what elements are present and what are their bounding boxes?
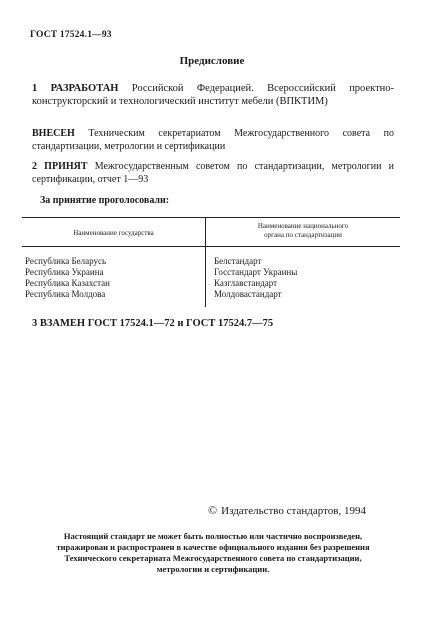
copyright-line [208,503,366,518]
table-states-column [25,256,110,300]
notice-line: Технического секретариата Межгосударственного совета по стандартизации, [64,553,362,563]
adopted-lead: 2 ПРИНЯТ [32,161,88,172]
table-row-organ: Госстандарт Украины [214,267,298,277]
notice-line: Настоящий стандарт не может быть полностью или частично воспроизведен, [63,531,363,541]
table-row-organ: Казглавстандарт [214,278,278,288]
preface-item-introduced [32,127,394,153]
notice-line: тиражирован и распространен в качестве официального издания без разрешения [56,542,370,552]
preface-item-replaces: 3 ВЗАМЕН ГОСТ 17524.1—72 и ГОСТ 17524.7—75 [32,318,274,329]
table-top-rule [22,217,400,218]
table-header-organ-line1: Наименование национального [257,222,349,230]
developed-lead: 1 РАЗРАБОТАН [32,83,119,94]
preface-item-developed [32,82,394,108]
preface-item-adopted [32,160,394,186]
table-header-organ-line2: органа по стандартизации [264,231,342,239]
table-row-state: Республика Украина [25,267,104,277]
copyright-text: Издательство стандартов, 1994 [221,504,366,517]
document-number: ГОСТ 17524.1—93 [30,30,112,40]
introduced-lead: ВНЕСЕН [32,128,75,139]
table-row-organ: Молдовастандарт [214,289,282,299]
introduced-text: Техническим секретариатом Межгосударственного совета по стандартизации, метрологии и сертификации [32,128,395,152]
table-header-rule [22,246,400,247]
adopted-text: Межгосударственным советом по стандартизации, метрологии и сертификации, отчет 1—93 [32,161,394,185]
table-row-organ: Белстандарт [214,256,262,266]
voting-table [22,217,400,305]
table-organs-column [214,256,297,300]
table-row-state: Республика Молдова [25,289,106,299]
reproduction-notice [28,531,398,575]
vote-label: За принятие проголосовали: [40,195,170,206]
notice-line: метрологии и сертификации. [156,564,270,574]
table-row-state: Республика Беларусь [25,256,107,266]
copyright-icon: © [208,503,218,517]
developed-text: Российской Федерацией. Всероссийский проектно-конструкторский и технологический институт мебели (ВПКТИМ) [32,83,395,107]
preface-title: Предисловие [179,55,245,67]
table-header-organ [206,222,400,240]
table-header-state: Наименование государства [73,229,154,237]
table-row-state: Республика Казахстан [25,278,110,288]
